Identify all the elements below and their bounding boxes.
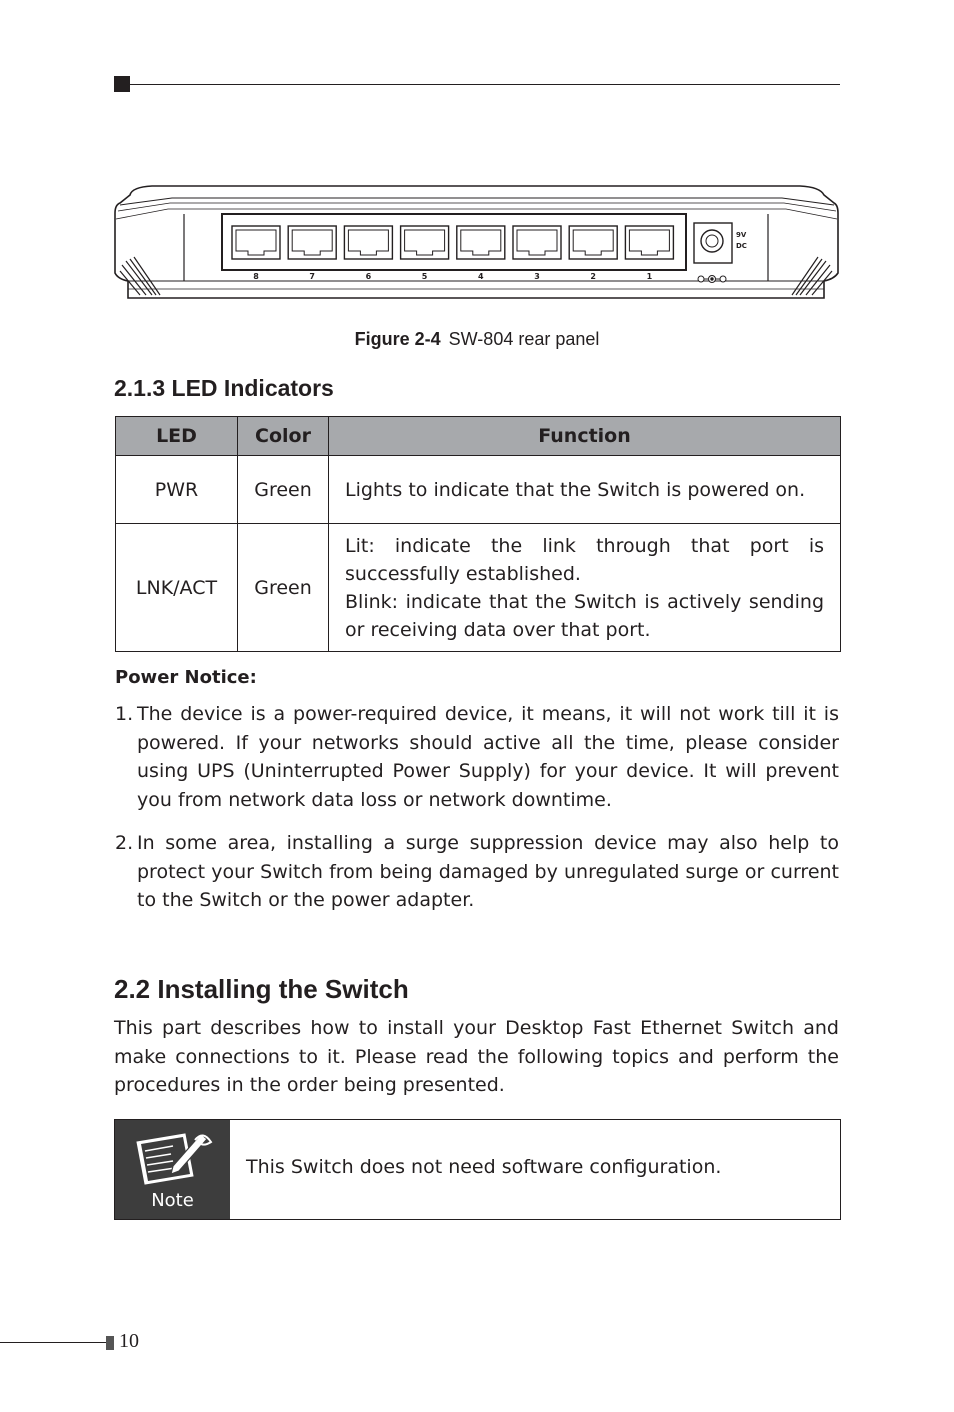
header-marker	[114, 76, 130, 92]
note-icon-panel	[115, 1120, 230, 1219]
list-number: 2.	[115, 831, 134, 854]
polarity-icon	[698, 276, 726, 283]
led-color: Green	[238, 524, 329, 652]
header-function: Function	[329, 417, 841, 456]
led-table	[115, 416, 841, 652]
power-notice-list	[115, 700, 839, 929]
installing-paragraph: This part describes how to install your Desktop Fast Ethernet Switch and make connections to it. Please read the following topics and perform the procedures in the order being presented.	[114, 1017, 839, 1097]
header-led: LED	[116, 417, 238, 456]
port-number-label: 5	[421, 272, 428, 281]
figure-caption	[114, 329, 840, 350]
function-line: Blink: indicate that the Switch is actively sending or receiving data over that port.	[345, 590, 824, 641]
footer-marker	[106, 1336, 114, 1350]
section-heading-installing: 2.2 Installing the Switch	[114, 974, 409, 1004]
port-number-label: 3	[534, 272, 540, 281]
list-item	[115, 829, 839, 915]
led-function	[329, 456, 841, 524]
port-number-label: 2	[590, 272, 596, 281]
led-function	[329, 524, 841, 652]
port-number-label: 1	[646, 272, 653, 281]
port-number-label: 8	[253, 272, 259, 281]
led-color: Green	[238, 456, 329, 524]
note-label: Note	[151, 1190, 194, 1211]
list-item	[115, 700, 839, 815]
table-row	[116, 524, 841, 652]
list-text: The device is a power-required device, it means, it will not work till it is powered. If your networks should active all the time, please consider using UPS (Uninterrupted Power Supply) for your device. It will prevent you from network data loss or network downtime.	[137, 703, 839, 812]
function-line: Lit: indicate the link through that port is successfully established.	[345, 534, 824, 585]
header-rule	[130, 84, 840, 85]
power-label-9v: 9V	[736, 231, 747, 239]
section-heading-led: 2.1.3 LED Indicators	[114, 375, 334, 401]
power-label-dc: DC	[736, 242, 747, 250]
port-number-label: 7	[309, 272, 315, 281]
footer-rule	[0, 1342, 108, 1343]
led-name: PWR	[116, 456, 238, 524]
page-number: 10	[119, 1330, 139, 1352]
figure-caption-number: Figure 2-4	[354, 329, 441, 349]
note-text: This Switch does not need software configuration.	[246, 1156, 722, 1178]
note-pen-icon	[115, 1120, 230, 1190]
table-row	[116, 456, 841, 524]
port-number-label: 6	[365, 272, 372, 281]
port-number-label: 4	[478, 272, 484, 281]
power-notice-title: Power Notice:	[115, 667, 257, 688]
note-box	[114, 1119, 841, 1220]
header-color: Color	[238, 417, 329, 456]
rear-panel-figure	[112, 183, 840, 301]
led-table-header	[116, 417, 841, 456]
list-number: 1.	[115, 703, 134, 725]
list-text: In some area, installing a surge suppression device may also help to protect your Switch from being damaged by unregulated surge or current to the Switch or the power adapter.	[137, 831, 839, 912]
function-line: Lights to indicate that the Switch is powered on.	[345, 478, 806, 501]
figure-caption-text: SW-804 rear panel	[448, 329, 600, 349]
led-name: LNK/ACT	[116, 524, 238, 652]
